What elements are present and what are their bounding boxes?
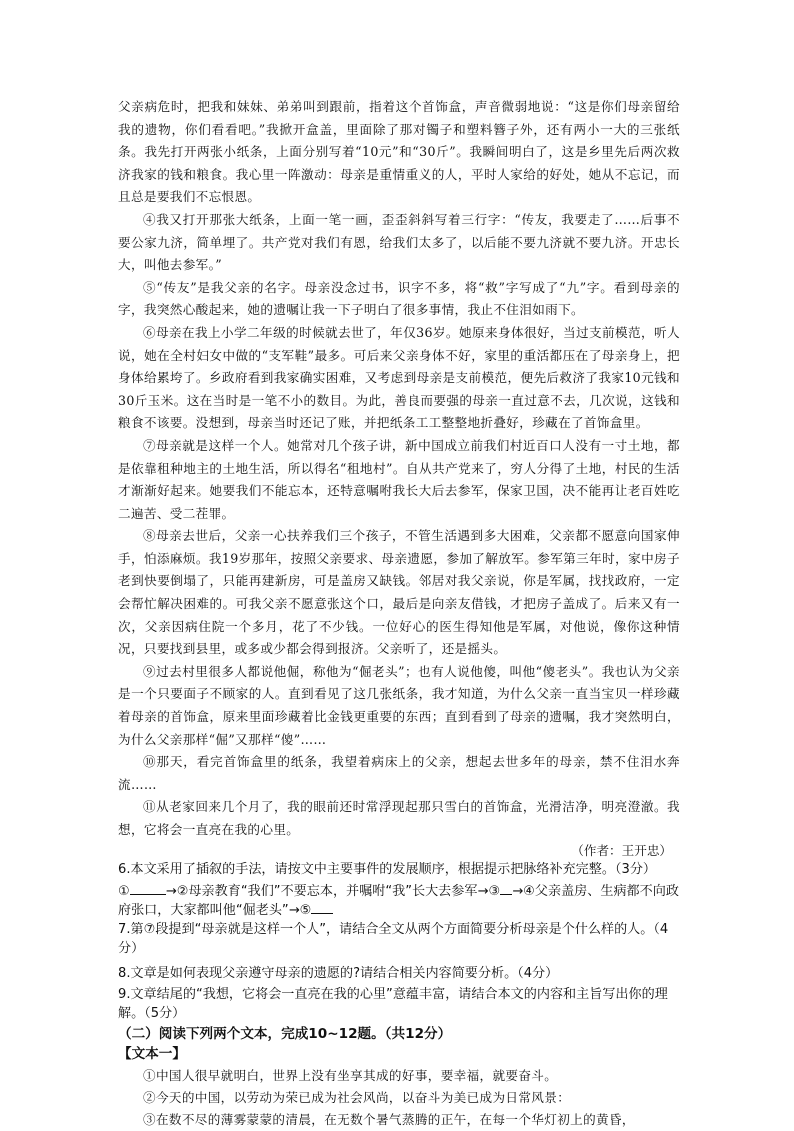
essay-paragraph-9: ⑨过去村里很多人都说他倔，称他为“倔老头”；也有人说他傻，叫他“傻老头”。我也认为父亲是一个只要面子不顾家的人。直到看见了这几张纸条，我才知道，为什么父亲一直当宝贝一样珍藏着母亲的首饰盒，原来里面珍藏着比金钱更重要的东西；直到看到了母亲的遗嘱，我才突然明白，为什么父亲那样“倔”又那样“傻”…… [118,663,680,747]
text-1-body [118,1065,680,1131]
question-6-stem: 6.本文采用了插叙的手法，请按文中主要事件的发展顺序，根据提示把脉络补充完整。（3分） [118,861,657,877]
question-6-chain-step-4: →④父亲盖房、生病都不向政府张口，大家都叫他“倔老头”→⑤ [118,883,679,918]
document-page [118,96,680,1131]
question-6-blank-1[interactable] [130,882,166,895]
text-1-paragraph-2: ②今天的中国，以劳动为荣已成为社会风尚，以奋斗为美已成为日常风景： [143,1089,571,1105]
essay-paragraph-11: ⑪从老家回来几个月了，我的眼前还时常浮现起那只雪白的首饰盒，光滑洁净，明亮澄澈。我想，它将会一直亮在我的心里。 [118,799,680,837]
section-2-heading: （二）阅读下列两个文本，完成10~12题。（共12分） [118,1025,452,1042]
essay-paragraph-10: ⑩那天，看完首饰盒里的纸条，我望着病床上的父亲，想起去世多年的母亲，禁不住泪水奔流…… [118,754,680,792]
essay-paragraph-3-continued: 父亲病危时，把我和妹妹、弟弟叫到跟前，指着这个首饰盒，声音微弱地说：“这是你们母亲留给我的遗物，你们看看吧。”我掀开盒盖，里面除了那对镯子和塑料簪子外，还有两小一大的三张纸条。我先打开两张小纸条，上面分别写着“10元”和“30斤”。我瞬间明白了，这是乡里先后两次救济我家的钱和粮食。我心里一阵激动：母亲是重情重义的人，平时人家给的好处，她从不忘记，而且总是要我们不忘恨恩。 [118,99,680,205]
questions-block [118,860,680,1023]
text-1-paragraph-3: ③在数不尽的薄雾蒙蒙的清晨，在无数个暑气蒸腾的正午，在每一个华灯初上的黄昏， [143,1111,635,1127]
text-1-label: 【文本一】 [118,1045,186,1062]
question-9: 9.文章结尾的“我想，它将会一直亮在我的心里”意蕴丰富，请结合本文的内容和主旨写出你的理解。（5分） [118,986,668,1021]
essay-body [118,96,680,842]
essay-paragraph-5: ⑤“传友”是我父亲的名字。母亲没念过书，识字不多，将“救”字写成了“九”字。看到母亲的字，我突然心酸起来，她的遗嘱让我一下子明白了很多事情，我止不住泪如雨下。 [118,279,680,318]
essay-author: （作者：王开忠） [571,842,672,858]
essay-paragraph-6: ⑥母亲在我上小学二年级的时候就去世了，年仅36岁。她原来身体很好，当过支前模范，听人说，她在全村妇女中做的“支军鞋”最多。可后来父亲身体不好，家里的重活都压在了母亲身上，把身体给累垮了。乡政府看到我家确实困难，又考虑到母亲是支前模范，便先后救济了我家10元钱和30斤玉米。这在当时是一笔不小的数目。为此，善良而要强的母亲一直过意不去，几次说，这钱和粮食不该要。没想到，母亲当时还记了账，并把纸条工工整整地折叠好，珍藏在了首饰盒里。 [118,324,680,431]
question-7: 7.第⑦段提到“母亲就是这样一个人”，请结合全文从两个方面简要分析母亲是个什么样的人。（4分） [118,921,669,956]
essay-paragraph-7: ⑦母亲就是这样一个人。她常对几个孩子讲，新中国成立前我们村近百口人没有一寸土地，都是依靠租种地主的土地生活，所以得名“租地村”。自从共产党来了，穷人分得了土地，村民的生活才渐渐好起来。她要我们不能忘本，还特意嘱咐我长大后去参军，保家卫国，决不能再让老百姓吃二遍苦、受二茬罪。 [118,437,680,521]
question-6-blank-3[interactable] [500,882,512,895]
essay-paragraph-8: ⑧母亲去世后，父亲一心扶养我们三个孩子，不管生活遇到多大困难，父亲都不愿意向国家伸手，怕添麻烦。我19岁那年，按照父亲要求、母亲遗愿，参加了解放军。参军第三年时，家中房子老到快要倒塌了，只能再建新房，可是盖房又缺钱。邻居对我父亲说，你是军属，找找政府，一定会帮忙解决困难的。可我父亲不愿意张这个口，最后是向亲友借钱，才把房子盖成了。后来又有一次，父亲因病住院一个多月，花了不少钱。一位好心的医生得知他是军属，对他说，像你这种情况，只要找到县里，或多或少都会得到报济。父亲听了，还是摇头。 [118,528,680,657]
question-8: 8.文章是如何表现父亲遵守母亲的遗愿的?请结合相关内容简要分析。（4分） [118,965,559,981]
question-6-chain-step-1: ① [118,883,130,899]
question-6-chain-step-2: →②母亲教育“我们”不要忘本，并嘱咐“我”长大去参军→③ [165,883,501,899]
essay-paragraph-4: ④我又打开那张大纸条，上面一笔一画，歪歪斜斜写着三行字：“传友，我要走了……后事不要公家九济，简单埋了。共产党对我们有恩，给我们太多了，以后能不要九济就不要九济。开忠长大，叫他去参军。” [118,211,680,273]
question-6-blank-5[interactable] [311,901,333,914]
text-1-paragraph-1: ①中国人很早就明白，世界上没有坐享其成的好事，要幸福，就要奋斗。 [143,1067,558,1083]
question-6-chain [118,882,680,920]
